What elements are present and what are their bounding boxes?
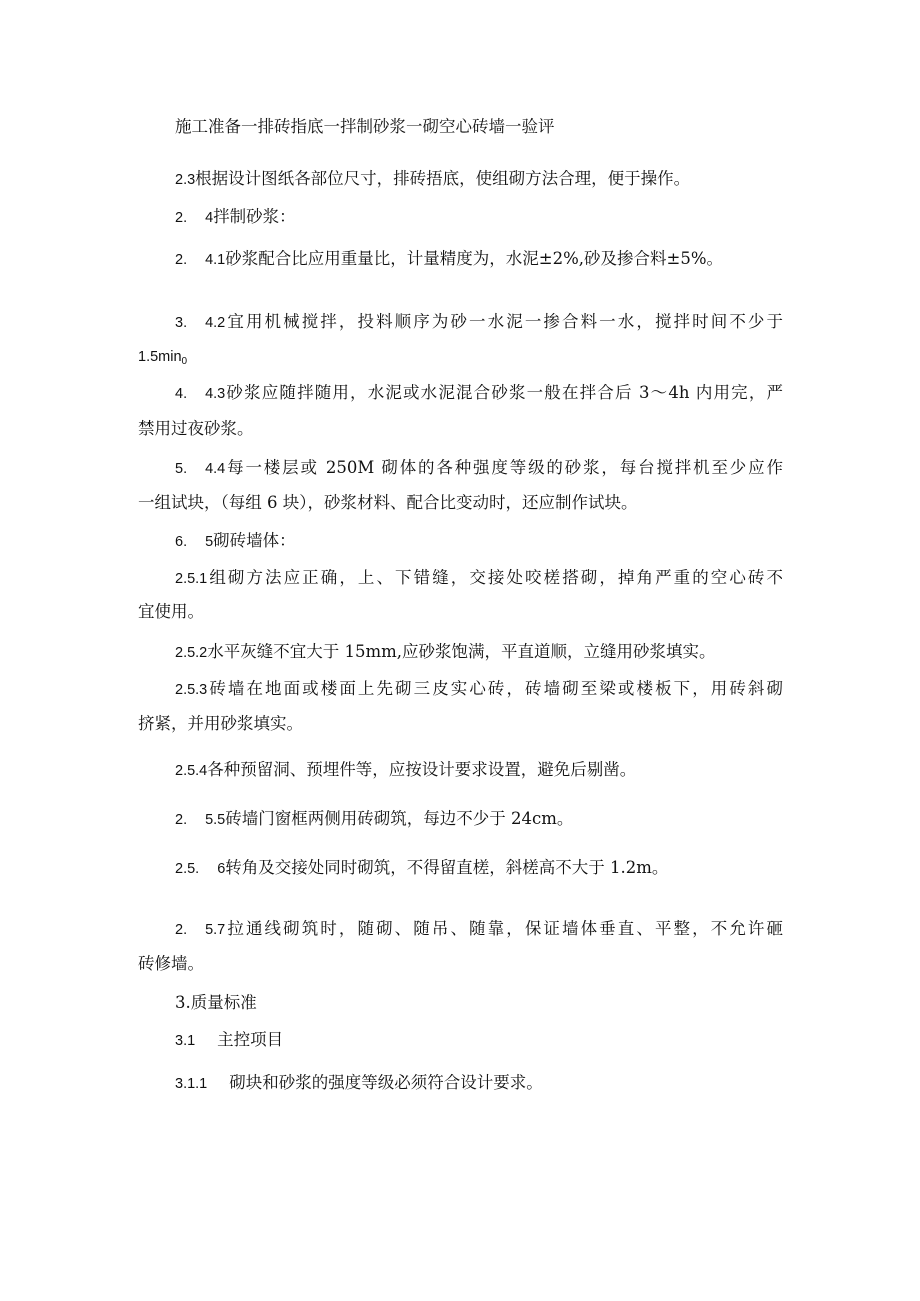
paragraph-2-4-1	[175, 248, 723, 271]
section-number: 3.1.1	[175, 1076, 208, 1092]
section-number: 2.	[175, 922, 188, 938]
section-number: 2.	[175, 812, 188, 828]
section-number: 2.5.2	[175, 645, 208, 661]
section-number: 2.	[175, 252, 188, 268]
section-number: 6.	[175, 534, 188, 550]
paragraph-2-5-3-line2	[138, 713, 303, 735]
line-text: 每一楼层或 250M 砌体的各种强度等级的砂浆，每台搅拌机至少应作	[225, 458, 783, 477]
paragraph-2-5-1-line1	[175, 567, 783, 590]
line-text: 砖墙在地面或楼面上先砌三皮实心砖，砖墙砌至梁或楼板下，用砖斜砌	[207, 679, 783, 698]
line-text: 拉通线砌筑时，随砌、随吊、随靠，保证墙体垂直、平整，不允许砸	[225, 919, 783, 938]
paragraph-2-4-4-line2	[138, 492, 638, 514]
subscript: 0	[181, 356, 188, 367]
line-text: 施工准备一排砖指底一拌制砂浆一砌空心砖墙一验评	[175, 117, 555, 136]
line-text: 转角及交接处同时砌筑，不得留直槎，斜槎高不大于 1.2m。	[225, 858, 669, 877]
section-subnumber: 5.5	[205, 812, 226, 828]
paragraph-3-1-1	[175, 1072, 543, 1095]
paragraph-2-5-7-line2	[138, 953, 204, 975]
section-number: 3.	[175, 315, 188, 331]
line-text: 砌砖墙体：	[213, 531, 296, 550]
line-text: 各种预留洞、预埋件等，应按设计要求设置，避免后剔凿。	[207, 760, 637, 779]
line-text: 砌块和砂浆的强度等级必须符合设计要求。	[229, 1073, 543, 1092]
paragraph-2-5-6	[175, 857, 668, 880]
line-text: 水平灰缝不宜大于 15mm,应砂浆饱满，平直道顺，立缝用砂浆填实。	[207, 642, 716, 661]
section-number: 2.5.3	[175, 682, 208, 698]
line-text: 宜使用。	[138, 602, 204, 621]
section-number: 4.	[175, 386, 188, 402]
section-subnumber: 4.2	[205, 315, 226, 331]
section-number: 2.3	[175, 172, 196, 188]
section-number: 2.5.1	[175, 571, 208, 587]
section-number: 2.5.4	[175, 763, 208, 779]
section-subnumber: 4.4	[205, 461, 226, 477]
line-text: 一组试块，（每组 6 块），砂浆材料、配合比变动时，还应制作试块。	[138, 493, 638, 512]
line-text: 禁用过夜砂浆。	[138, 419, 254, 438]
paragraph-2-4-3-line1	[175, 382, 783, 405]
line-text: 1.5min	[138, 349, 182, 365]
heading-2-5	[175, 530, 296, 553]
line-text: 砂浆配合比应用重量比，计量精度为，水泥±2%,砂及掺合料±5%。	[225, 249, 724, 268]
line-text: 主控项目	[217, 1030, 284, 1049]
line-text: 组砌方法应正确，上、下错缝，交接处咬槎搭砌，掉角严重的空心砖不	[207, 568, 783, 587]
section-number: 5.	[175, 461, 188, 477]
section-number: 2.	[175, 210, 188, 226]
line-text: 3.质量标准	[175, 993, 257, 1012]
section-subnumber: 4	[205, 210, 214, 226]
section-number: 3.1	[175, 1033, 196, 1049]
paragraph-2-4-4-line1	[175, 457, 783, 480]
section-subnumber: 5.7	[205, 922, 226, 938]
paragraph-2-5-7-line1	[175, 918, 783, 941]
paragraph-2-5-5	[175, 808, 573, 831]
heading-3-1	[175, 1029, 283, 1052]
paragraph-2-5-4	[175, 759, 636, 782]
section-subnumber: 5	[205, 534, 214, 550]
paragraph-2-5-3-line1	[175, 678, 783, 701]
paragraph-2-3	[175, 168, 690, 191]
line-text: 拌制砂浆：	[213, 207, 296, 226]
line-text: 挤紧，并用砂浆填实。	[138, 714, 303, 733]
line-text: 砖修墙。	[138, 954, 204, 973]
paragraph-2-5-2	[175, 641, 716, 664]
heading-2-4	[175, 206, 296, 229]
process-flow-line	[175, 116, 555, 138]
section-number: 2.5.	[175, 861, 200, 877]
line-text: 砖墙门窗框两侧用砖砌筑，每边不少于 24cm。	[225, 809, 574, 828]
section-subnumber: 4.3	[205, 386, 226, 402]
paragraph-2-4-3-line2	[138, 418, 254, 440]
paragraph-2-4-2-line1	[175, 311, 783, 334]
line-text: 根据设计图纸各部位尺寸，排砖捂底，使组砌方法合理，便于操作。	[195, 169, 691, 188]
paragraph-2-4-2-line2	[138, 345, 187, 373]
section-subnumber: 4.1	[205, 252, 226, 268]
line-text: 砂浆应随拌随用，水泥或水泥混合砂浆一般在拌合后 3～4h 内用完，严	[225, 383, 783, 402]
paragraph-2-5-1-line2	[138, 601, 204, 623]
heading-3	[175, 992, 257, 1014]
line-text: 宜用机械搅拌，投料顺序为砂一水泥一掺合料一水，搅拌时间不少于	[225, 312, 783, 331]
section-subnumber: 6	[217, 861, 226, 877]
